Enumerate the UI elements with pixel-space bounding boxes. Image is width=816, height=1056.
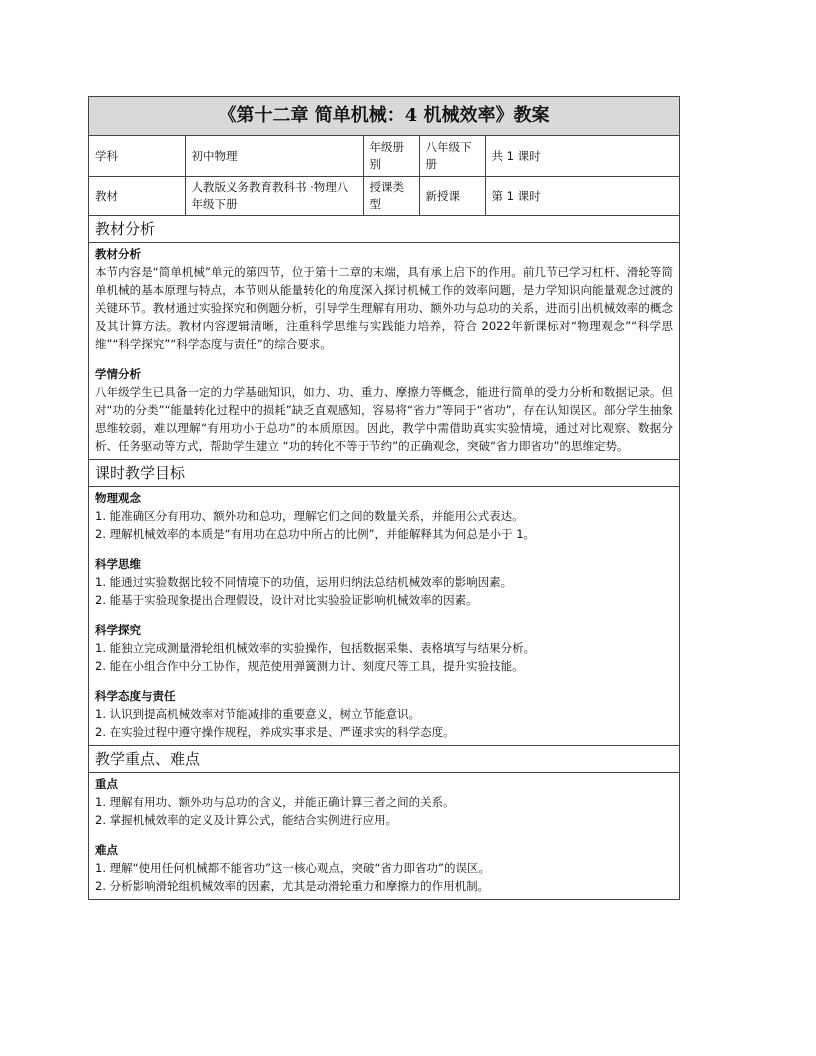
section-heading-analysis: 教材分析 bbox=[89, 216, 679, 243]
textbook-label: 教材 bbox=[89, 177, 185, 216]
focus-item: 1. 理解有用功、额外功与总功的含义，并能正确计算三者之间的关系。 bbox=[95, 795, 455, 809]
objective-item: 2. 能基于实验现象提出合理假设，设计对比实验验证影响机械效率的因素。 bbox=[95, 593, 478, 607]
objective-group bbox=[95, 687, 673, 741]
hours-value: 共 1 课时 bbox=[485, 136, 679, 177]
textbook-value: 人教版义务教育教科书 ·物理八年级下册 bbox=[185, 177, 363, 216]
difficulty-item: 2. 分析影响滑轮组机械效率的因素，尤其是动滑轮重力和摩擦力的作用机制。 bbox=[95, 879, 490, 893]
objective-group-title: 物理观念 bbox=[95, 491, 141, 505]
objective-item: 2. 在实验过程中遵守操作规程，养成实事求是、严谨求实的科学态度。 bbox=[95, 725, 455, 739]
meta-row bbox=[89, 136, 679, 177]
objective-group-title: 科学思维 bbox=[95, 557, 141, 571]
subject-label: 学科 bbox=[89, 136, 185, 177]
objective-item: 1. 能通过实验数据比较不同情境下的功值，运用归纳法总结机械效率的影响因素。 bbox=[95, 575, 513, 589]
student-analysis-text: 八年级学生已具备一定的力学基础知识，如力、功、重力、摩擦力等概念，能进行简单的受力分析和数据记录。但对“功的分类”“能量转化过程中的损耗”缺乏直观感知，容易将“省力”等同于“省功”，存在认知误区。部分学生抽象思维较弱，难以理解“有用功小于总功”的本质原因。因此，教学中需借助真实实验情境，通过对比观察、数据分析、任务驱动等方式，帮助学生建立 “功的转化不等于节约”的正确观念，突破“省力即省功”的思维定势。 bbox=[95, 385, 673, 453]
objective-item: 1. 能独立完成测量滑轮组机械效率的实验操作，包括数据采集、表格填写与结果分析。 bbox=[95, 641, 536, 655]
objective-item: 2. 理解机械效率的本质是“有用功在总功中所占的比例”，并能解释其为何总是小于 1。 bbox=[95, 527, 536, 541]
focus-item: 2. 掌握机械效率的定义及计算公式，能结合实例进行应用。 bbox=[95, 813, 398, 827]
difficulty-title: 难点 bbox=[95, 843, 118, 857]
objective-group bbox=[95, 555, 673, 609]
keypoints-body bbox=[89, 773, 679, 899]
meta-table bbox=[89, 136, 679, 216]
objective-item: 2. 能在小组合作中分工协作，规范使用弹簧测力计、刻度尺等工具，提升实验技能。 bbox=[95, 659, 524, 673]
lesson-type-value: 新授课 bbox=[419, 177, 485, 216]
document-title: 《第十二章 简单机械：4 机械效率》教案 bbox=[89, 97, 679, 136]
objective-group-title: 科学探究 bbox=[95, 623, 141, 637]
lesson-type-label: 授课类型 bbox=[363, 177, 419, 216]
objective-group bbox=[95, 489, 673, 543]
objective-item: 1. 能准确区分有用功、额外功和总功，理解它们之间的数量关系，并能用公式表达。 bbox=[95, 509, 524, 523]
objective-item: 1. 认识到提高机械效率对节能减排的重要意义，树立节能意识。 bbox=[95, 707, 421, 721]
objective-group bbox=[95, 621, 673, 675]
lesson-number-value: 第 1 课时 bbox=[485, 177, 679, 216]
meta-row bbox=[89, 177, 679, 216]
focus-title: 重点 bbox=[95, 777, 118, 791]
subject-value: 初中物理 bbox=[185, 136, 363, 177]
analysis-body bbox=[89, 243, 679, 459]
section-heading-keypoints: 教学重点、难点 bbox=[89, 745, 679, 773]
student-analysis-title: 学情分析 bbox=[95, 367, 141, 381]
objective-group-title: 科学态度与责任 bbox=[95, 689, 176, 703]
grade-value: 八年级下册 bbox=[419, 136, 485, 177]
grade-label: 年级册别 bbox=[363, 136, 419, 177]
material-analysis-title: 教材分析 bbox=[95, 247, 141, 261]
objectives-body bbox=[89, 487, 679, 745]
material-analysis-text: 本节内容是“简单机械”单元的第四节，位于第十二章的末端，具有承上启下的作用。前几节已学习杠杆、滑轮等简单机械的基本原理与特点，本节则从能量转化的角度深入探讨机械工作的效率问题，是力学知识向能量观念过渡的关键环节。教材通过实验探究和例题分析，引导学生理解有用功、额外功与总功的关系，进而引出机械效率的概念及其计算方法。教材内容逻辑清晰，注重科学思维与实践能力培养，符合 2022年新课标对“物理观念”“科学思维”“科学探究”“科学态度与责任”的综合要求。 bbox=[95, 265, 673, 351]
section-heading-objectives: 课时教学目标 bbox=[89, 459, 679, 487]
difficulty-item: 1. 理解“使用任何机械都不能省功”这一核心观点，突破“省力即省功”的误区。 bbox=[95, 861, 490, 875]
lesson-plan-document bbox=[88, 96, 680, 900]
